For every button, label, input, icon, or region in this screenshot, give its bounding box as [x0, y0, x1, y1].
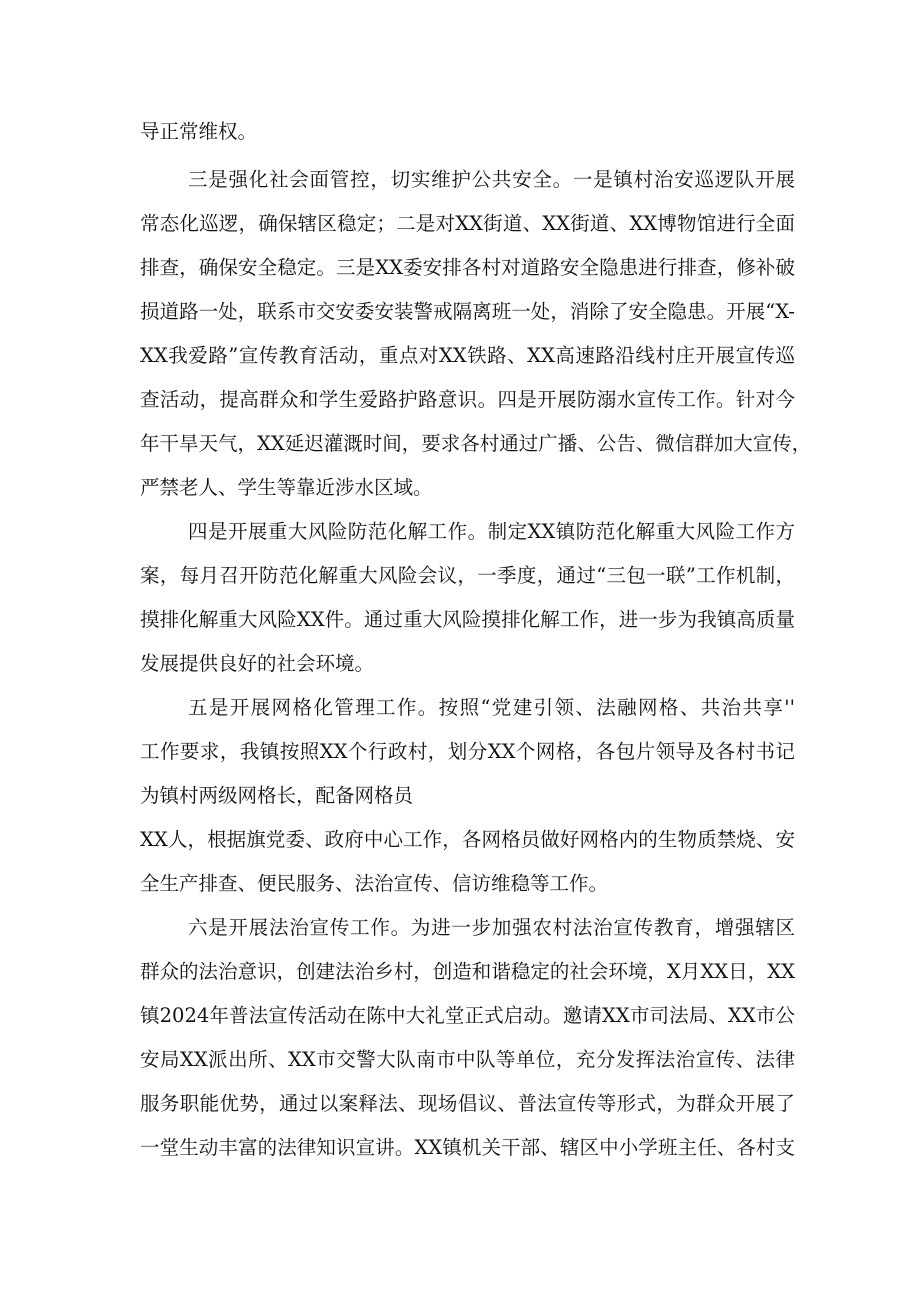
- text-line: 服务职能优势，通过以案释法、现场倡议、普法宣传等形式，为群众开展了: [140, 1092, 795, 1115]
- text-line: 年干旱天气，XX延迟灌溉时间，要求各村通过广播、公告、微信群加大宣传，: [140, 432, 812, 455]
- text-line: 导正常维权。: [140, 120, 258, 143]
- text-line: 排查，确保安全稳定。三是XX委安排各村对道路安全隐患进行排查，修补破: [140, 256, 795, 279]
- text-line: 为镇村两级网格长，配备网格员: [140, 784, 414, 807]
- text-line: 常态化巡逻，确保辖区稳定；二是对XX街道、XX街道、XX博物馆进行全面: [140, 212, 795, 235]
- text-line: 五是开展网格化管理工作。按照“党建引领、法融网格、共治共享'': [188, 696, 795, 719]
- text-line: 安局XX派出所、XX市交警大队南市中队等单位，充分发挥法治宣传、法律: [140, 1048, 795, 1071]
- text-line: 摸排化解重大风险XX件。通过重大风险摸排化解工作，进一步为我镇高质量: [140, 608, 795, 631]
- text-line: 全生产排查、便民服务、法治宣传、信访维稳等工作。: [140, 872, 609, 895]
- text-line: 损道路一处，联系市交安委安装警戒隔离班一处，消除了安全隐患。开展“X-: [140, 300, 795, 323]
- text-line: 查活动，提高群众和学生爱路护路意识。四是开展防溺水宣传工作。针对今: [140, 388, 795, 411]
- text-line: XX人，根据旗党委、政府中心工作，各网格员做好网格内的生物质禁烧、安: [140, 828, 795, 851]
- text-line: 三是强化社会面管控，切实维护公共安全。一是镇村治安巡逻队开展: [188, 168, 795, 191]
- text-line: 严禁老人、学生等靠近涉水区域。: [140, 476, 433, 499]
- text-line: 发展提供良好的社会环境。: [140, 652, 375, 675]
- text-line: 六是开展法治宣传工作。为进一步加强农村法治宣传教育，增强辖区: [188, 916, 795, 939]
- text-line: 案，每月召开防范化解重大风险会议，一季度，通过“三包一联”工作机制，: [140, 564, 795, 587]
- text-line: 一堂生动丰富的法律知识宣讲。XX镇机关干部、辖区中小学班主任、各村支: [140, 1136, 795, 1159]
- text-line: 四是开展重大风险防范化解工作。制定XX镇防范化解重大风险工作方: [188, 520, 795, 543]
- text-line: 镇2024年普法宣传活动在陈中大礼堂正式启动。邀请XX市司法局、XX市公: [140, 1004, 795, 1027]
- text-line: 群众的法治意识，创建法治乡村，创造和谐稳定的社会环境，X月XX日，XX: [140, 960, 795, 983]
- text-line: XX我爱路”宣传教育活动，重点对XX铁路、XX高速路沿线村庄开展宣传巡: [140, 344, 795, 367]
- text-line: 工作要求，我镇按照XX个行政村，划分XX个网格，各包片领导及各村书记: [140, 740, 795, 763]
